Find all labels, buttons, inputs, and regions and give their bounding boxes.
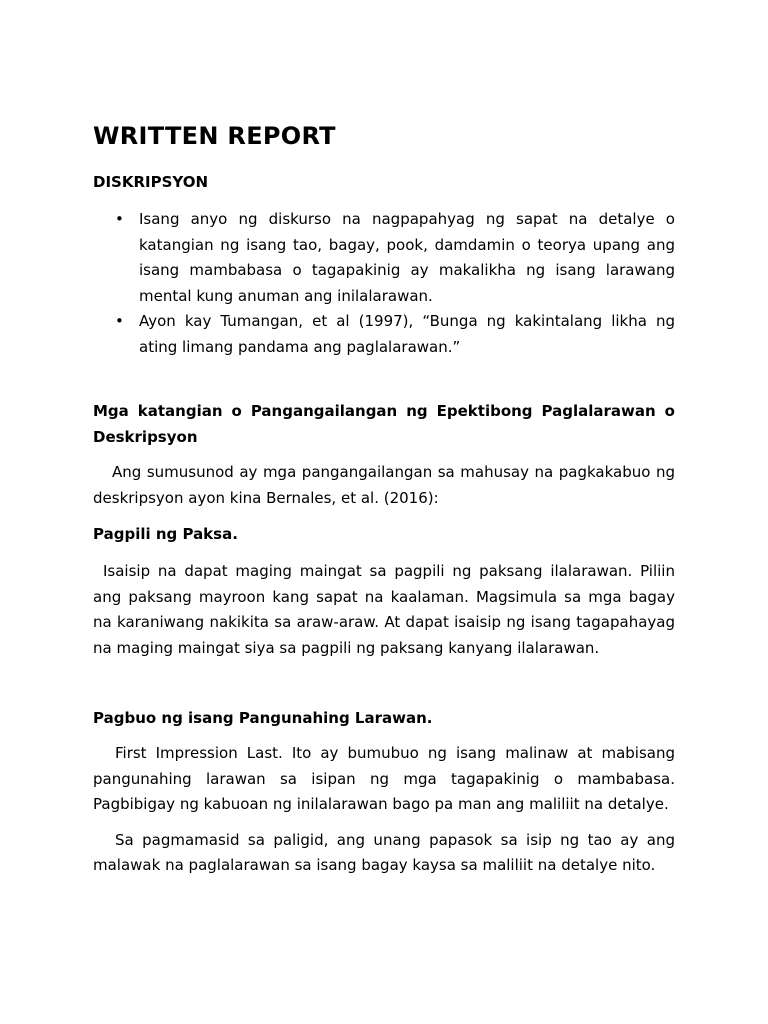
section-heading-katangian: Mga katangian o Pangangailangan ng Epektibong Paglalarawan o Deskripsyon xyxy=(93,402,675,446)
paragraph-pagpili: Isaisip na dapat maging maingat sa pagpili ng paksang ilalarawan. Piliin ang paksang mayroon kang sapat na kaalaman. Magsimula sa mga bagay na karaniwang nakikita sa araw-araw. At dapat isaisip ng isang tagapahayag na maging maingat siya sa pagpili ng paksang kanyang ilalarawan. xyxy=(93,562,675,657)
section-heading-pagpili: Pagpili ng Paksa. xyxy=(93,525,238,543)
subheading-diskripsyon: DISKRIPSYON xyxy=(93,173,209,191)
document-title: WRITTEN REPORT xyxy=(93,122,336,150)
bullet-icon: • xyxy=(115,210,124,228)
document-page xyxy=(93,116,675,879)
paragraph-intro: Ang sumusunod ay mga pangangailangan sa mahusay na pagkakabuo ng deskripsyon ayon kina Bernales, et al. (2016): xyxy=(93,463,675,507)
paragraph-pagmamasid: Sa pagmamasid sa paligid, ang unang papasok sa isip ng tao ay ang malawak na paglalarawan sa isang bagay kaysa sa maliliit na detalye nito. xyxy=(93,830,675,874)
definition-list xyxy=(93,207,675,360)
list-item-text: Isang anyo ng diskurso na nagpapahyag ng sapat na detalye o katangian ng isang tao, bagay, pook, damdamin o teorya upang ang isang mambabasa o tagapakinig ay makalikha ng isang larawang mental kung anuman ang inilalarawan. xyxy=(139,210,675,305)
bullet-icon: • xyxy=(115,312,124,330)
list-item xyxy=(93,207,675,309)
paragraph-first-impression: First Impression Last. Ito ay bumubuo ng isang malinaw at mabisang pangunahing larawan sa isipan ng mga tagapakinig o mambabasa. Pagbibigay ng kabuoan ng inilalarawan bago pa man ang maliliit na detalye. xyxy=(93,744,675,813)
list-item xyxy=(93,309,675,360)
list-item-text: Ayon kay Tumangan, et al (1997), “Bunga ng kakintalang likha ng ating limang pandama ang paglalarawan.” xyxy=(139,312,675,356)
section-heading-pagbuo: Pagbuo ng isang Pangunahing Larawan. xyxy=(93,709,433,727)
